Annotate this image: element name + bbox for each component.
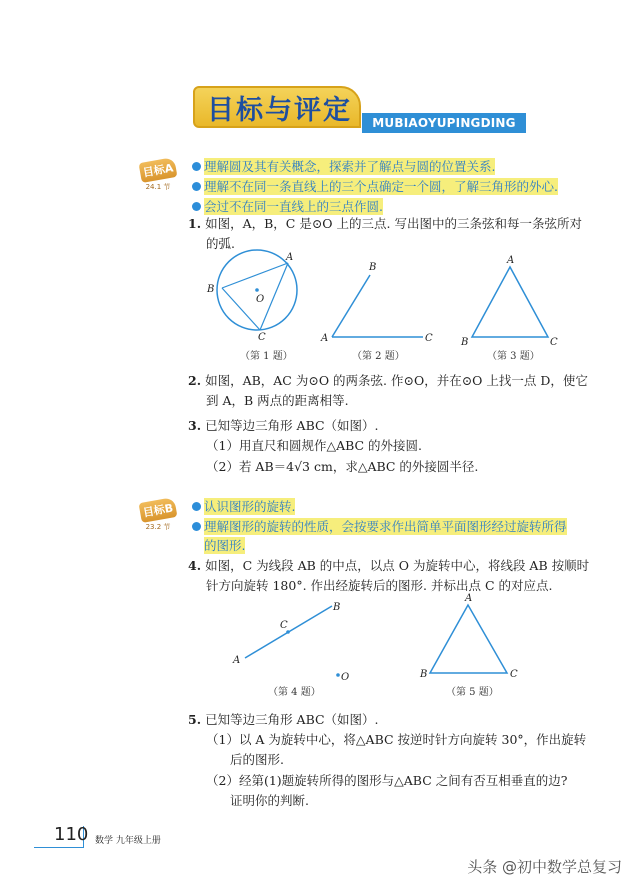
figure-1 [206,250,297,343]
banner-box [193,86,361,128]
caption-fig5: （第 5 题） [446,687,499,698]
fig1-label-o: O [256,294,265,305]
figures-row-2 [225,588,535,688]
fig5-label-c: C [510,669,518,680]
banner-title: 目标与评定 [207,94,352,126]
question-4: 4. 如图，C 为线段 AB 的中点，以点 O 为旋转中心，将线段 AB 按顺时 [188,558,590,573]
page-number: 110 [54,824,89,845]
target-a-tag: 目标A [139,157,178,183]
chord-bc [222,288,260,330]
question-5-part1: （1）以 A 为旋转中心，将△ABC 按逆时针方向旋转 30°，作出旋转 [206,732,587,747]
bullet-icon [192,162,201,171]
rotation-center-o [336,673,340,677]
fig3-label-a: A [507,255,515,266]
target-b-tag: 目标B [139,497,178,523]
fig1-label-c: C [258,332,266,343]
banner-subtitle: MUBIAOYUPINGDING [362,113,526,133]
fig2-label-a: A [321,333,329,344]
fig2-label-c: C [425,333,433,344]
bullet-icon [192,522,201,531]
fig4-label-a: A [233,655,241,666]
bullet-icon [192,202,201,211]
goal-a-3: 会过不在同一直线上的三点作圆. [192,197,383,215]
goal-b-2-cont: 的图形. [204,538,246,553]
caption-fig2: （第 2 题） [352,351,405,362]
triangle-abc-2 [430,605,507,673]
figure-2 [320,262,433,344]
figure-5 [419,593,518,680]
book-title: 数学 九年级上册 [95,836,161,846]
question-3: 3. 已知等边三角形 ABC（如图）. [188,418,379,433]
ray-ab [332,275,370,337]
caption-fig4: （第 4 题） [268,687,321,698]
goal-a-2: 理解不在同一条直线上的三个点确定一个圆，了解三角形的外心. [192,177,558,195]
chord-ab [222,263,288,288]
question-3-part2: （2）若 AB＝4√3 cm，求△ABC 的外接圆半径. [206,459,479,474]
header-banner [193,86,363,132]
fig4-label-c: C [280,620,288,631]
question-5-part2: （2）经第(1)题旋转所得的图形与△ABC 之间有否互相垂直的边? [206,773,568,788]
bullet-icon [192,182,201,191]
fig5-label-b: B [420,669,428,680]
fig3-label-b: B [461,337,469,348]
fig5-label-a: A [465,593,473,604]
caption-fig1: （第 1 题） [240,351,293,362]
center-dot [255,288,259,292]
question-3-part1: （1）用直尺和圆规作△ABC 的外接圆. [206,438,423,453]
caption-fig3: （第 3 题） [487,351,540,362]
question-5-part1-cont: 后的图形. [230,752,284,767]
goal-b-2: 理解图形的旋转的性质，会按要求作出简单平面图形经过旋转所得 [192,517,567,535]
watermark: 头条 @初中数学总复习 [467,858,622,876]
target-a-section: 24.1 节 [145,183,171,191]
question-5-part2-cont: 证明你的判断. [230,793,309,808]
triangle-abc [472,267,548,337]
question-5: 5. 已知等边三角形 ABC（如图）. [188,712,379,727]
question-4-cont: 针方向旋转 180°. 作出经旋转后的图形. 并标出点 C 的对应点. [206,578,553,593]
fig3-label-c: C [550,337,558,348]
question-2-cont: 到 A，B 两点的距离相等. [206,393,349,408]
fig1-label-a: A [286,252,294,263]
fig4-label-o: O [341,672,350,683]
bullet-icon [192,502,201,511]
fig4-label-b: B [333,602,341,613]
question-2: 2. 如图，AB，AC 为⊙O 的两条弦. 作⊙O，并在⊙O 上找一点 D，使它 [188,373,588,388]
question-1: 1. 如图，A，B，C 是⊙O 上的三点. 写出图中的三条弦和每一条弦所对 [188,216,582,231]
figure-3 [460,255,558,348]
goal-b-1: 认识图形的旋转. [192,497,295,515]
target-b-section: 23.2 节 [145,523,171,531]
target-b-label [140,500,180,536]
figures-row-1 [195,245,595,355]
target-a-label [140,160,180,196]
fig2-label-b: B [369,262,377,273]
figure-4 [232,602,349,683]
goal-a-1: 理解圆及其有关概念，探索并了解点与圆的位置关系. [192,157,495,175]
fig1-label-b: B [207,284,215,295]
question-1-cont: 的弧. [206,236,235,251]
